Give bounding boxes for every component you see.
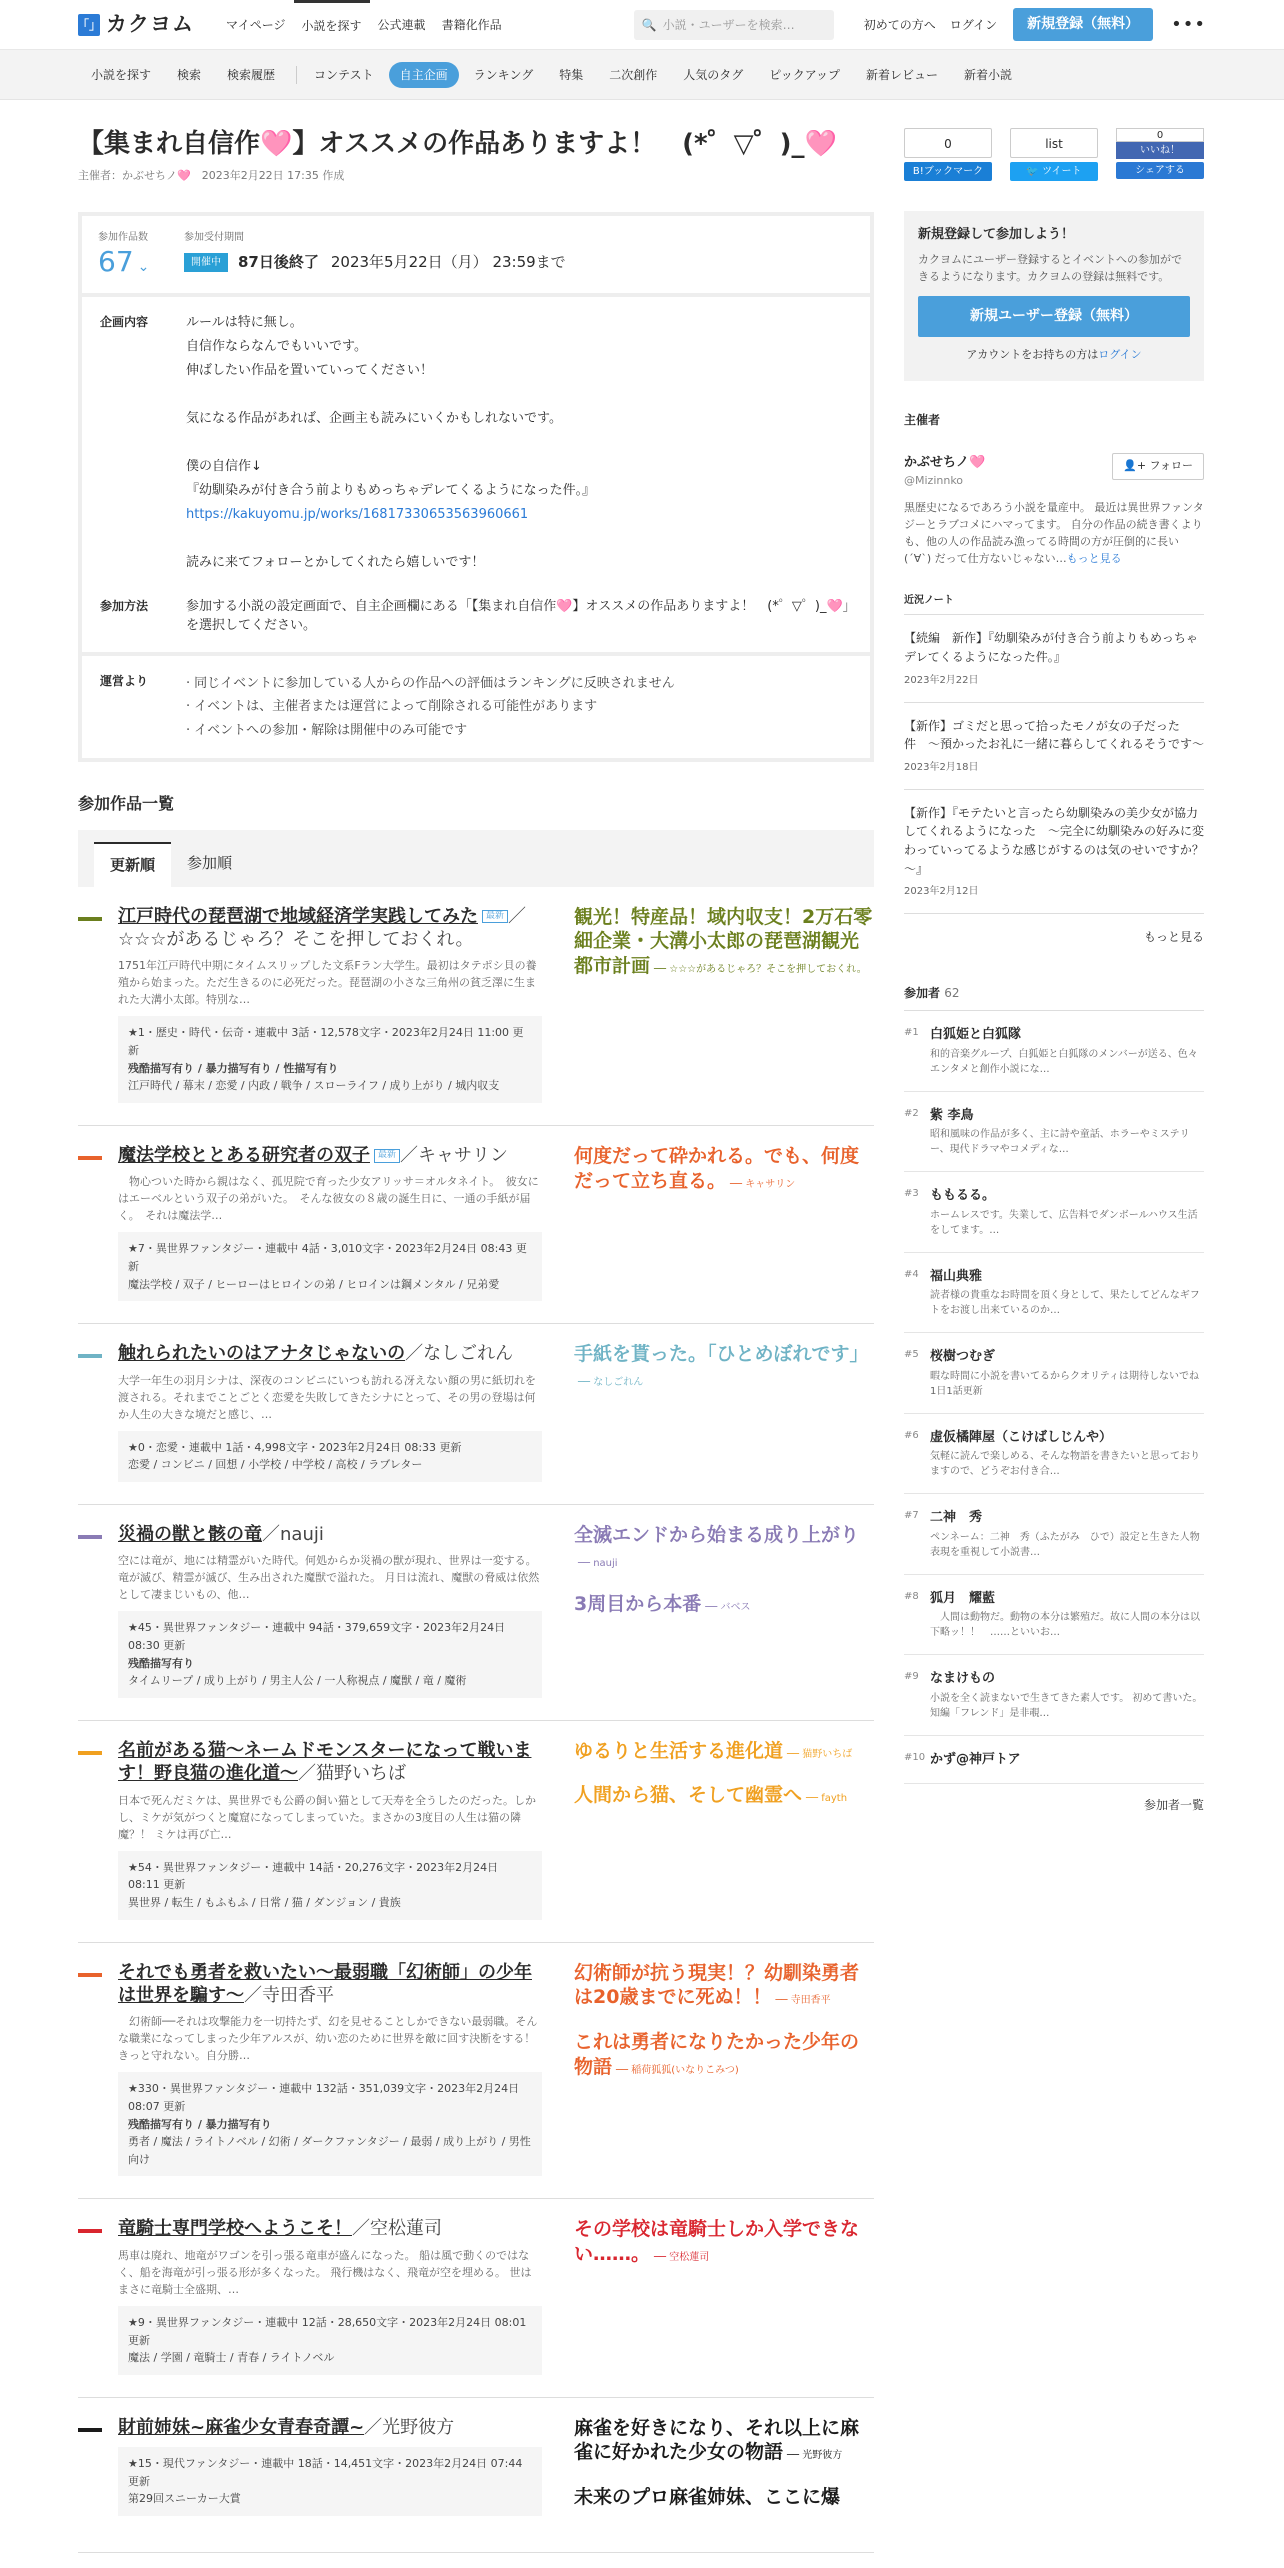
work-title-link[interactable]: 触れられたいのはアナタじゃないの — [118, 1343, 406, 1365]
content-warnings: 残酷描写有り — [128, 1656, 194, 1670]
genre-color-bar — [78, 1751, 102, 1755]
status-badge: 開催中 — [184, 253, 228, 272]
period-label: 参加受付期間 — [184, 232, 244, 244]
work-tags[interactable]: 魔法 / 学園 / 竜騎士 / 青春 / ライトノベル — [128, 2351, 335, 2365]
subnav-features[interactable]: 特集 — [559, 67, 584, 82]
main-content — [78, 128, 874, 2553]
bio-more-link[interactable]: もっと見る — [1066, 552, 1122, 566]
work-title-link[interactable]: 江戸時代の琵琶湖で地域経済学実践してみた — [118, 905, 478, 927]
subnav-tags[interactable]: 人気のタグ — [683, 67, 744, 82]
nav-find-novels[interactable]: 小説を探す — [294, 0, 370, 50]
participant-item[interactable]: #1 白狐姫と白狐隊 和的音楽グループ、白狐姫と白狐隊のメンバーが送る、色々エンタメと創作小説にな… — [904, 1011, 1204, 1092]
work-count[interactable]: 67 ⌄ — [98, 245, 150, 279]
user-plus-icon: 👤+ — [1123, 459, 1147, 473]
subnav-find[interactable]: 小説を探す — [91, 67, 152, 82]
genre-color-bar — [78, 1973, 102, 1977]
work-description: 日本で死んだミケは、異世界でも公爵の飼い猫として天寿を全うしたのだった。しかし、ミケが気がつくと魔窟になってしまっていた。まさかの3度目の人生は猫の隣魔？！ ミケは再び亡… — [118, 1793, 536, 1841]
nav-official[interactable]: 公式連載 — [377, 17, 426, 32]
work-info: ★1・歴史・時代・伝奇・連載中 3話・12,578文字・2023年2月24日 11:00 更新 残酷描写有り / 暴力描写有り / 性描写有り 江戸時代 / 幕末 / 恋愛 / 内政 / 戦争 / スローライフ / 成り上がり / 城内収支 — [118, 1016, 542, 1102]
participant-item[interactable]: #6 虚仮橘陣屋（こけばしじんや） 気軽に読んで楽しめる、そんな物語を書きたいと思っておりますので、どうぞお付き合… — [904, 1414, 1204, 1495]
catchphrase[interactable]: 麻雀を好きになり、それ以上に麻雀に好かれた少女の物語 ── 光野彼方 — [574, 2416, 860, 2464]
catchphrase[interactable]: 幻術師が抗う現実！？幼馴染勇者は20歳までに死ぬ！！ ── 寺田香平 — [574, 1961, 860, 2009]
signup-box-body: カクヨムにユーザー登録するとイベントへの参加ができるようになります。カクヨムの登録は無料です。 — [918, 252, 1182, 284]
hatena-button[interactable]: B!ブックマーク — [904, 162, 992, 181]
host-name[interactable]: かぶせちノ🩷 — [904, 455, 986, 471]
participant-item[interactable]: #10 かず@神戸トア — [904, 1736, 1204, 1785]
register-button[interactable]: 新規ユーザー登録（無料） — [918, 296, 1190, 337]
catchphrase[interactable]: 人間から猫、そして幽霊へ ── fayth — [574, 1784, 848, 1807]
tweet-button[interactable]: 🐦 ツイート — [1010, 162, 1098, 181]
new-badge: 最新 — [482, 910, 508, 924]
sort-tabs — [78, 830, 874, 887]
work-author[interactable]: ／猫野いちば — [298, 1763, 406, 1785]
sub-nav — [0, 50, 1284, 100]
subnav-history[interactable]: 検索履歴 — [227, 67, 276, 82]
work-title-link[interactable]: 名前がある猫〜ネームドモンスターになって戦います！野良猫の進化道〜 — [118, 1739, 532, 1785]
work-tags[interactable]: 勇者 / 魔法 / ライトノベル / 幻術 / ダークファンタジー / 最弱 / 成り上がり / 男性向け — [128, 2135, 531, 2166]
genre-color-bar — [78, 1354, 102, 1358]
work-tags[interactable]: 異世界 / 転生 / もふもふ / 日常 / 猫 / ダンジョン / 貴族 — [128, 1895, 401, 1909]
catchphrase[interactable]: ゆるりと生活する進化道 ── 猫野いちば — [574, 1739, 853, 1762]
participant-item[interactable]: #5 桜樹つむぎ 暇な時間に小説を書いてるからクオリティは期待しないでね 1日1話更新 — [904, 1333, 1204, 1414]
note-item[interactable]: 【新作】『モテたいと言ったら幼馴染みの美少女が協力してくれるようになった ～完全に幼馴染みの好みに変わっていってるような感じがするのは気のせいですか？～』 2023年2月12日 — [904, 790, 1204, 914]
subnav-fanfic[interactable]: 二次創作 — [609, 67, 658, 82]
participant-item[interactable]: #3 ももるる。 ホームレスです。失業して、広告料でダンボールハウス生活をしてます。… — [904, 1172, 1204, 1253]
work-info: ★54・異世界ファンタジー・連載中 14話・20,276文字・2023年2月24日 08:11 更新 異世界 / 転生 / もふもふ / 日常 / 猫 / ダンジョン / 貴族 — [118, 1851, 542, 1920]
participants-heading: 参加者 62 — [904, 984, 1204, 1011]
fb-count: 0 — [1116, 128, 1204, 142]
new-badge: 最新 — [374, 1149, 400, 1163]
work-info: ★0・恋愛・連載中 1話・4,998文字・2023年2月24日 08:33 更新 恋愛 / コンビニ / 回想 / 小学校 / 中学校 / 高校 / ラブレター — [118, 1431, 542, 1482]
content-label: 企画内容 — [100, 314, 149, 329]
catchphrase[interactable]: 何度だって砕かれる。でも、何度だって立ち直る。 ── キャサリン — [574, 1144, 860, 1192]
subnav-reviews[interactable]: 新着レビュー — [865, 67, 938, 82]
method-body: 参加する小説の設定画面で、自主企画欄にある「【集まれ自信作🩷】オススメの作品ありますよ！ (*゜▽゜)_🩷」を選択してください。 — [186, 598, 850, 634]
work-description: 幻術師──それは攻撃能力を一切持たず、幻を見せることしかできない最弱職。そんな職業になってしまった少年アルスが、幼い恋のために世界を敵に回す決断をする！ きっと守れない。自分勝… — [118, 2015, 547, 2063]
catchphrase[interactable]: 手紙を貰った。「ひとめぼれです」── なしごれん — [574, 1343, 869, 1388]
top-header — [0, 0, 1284, 50]
work-info: ★15・現代ファンタジー・連載中 18話・14,451文字・2023年2月24日 07:44 更新 第29回スニーカー大賞 — [118, 2447, 542, 2516]
chevron-down-icon: ⌄ — [137, 259, 150, 276]
search-input[interactable] — [634, 10, 834, 40]
end-date: 2023年5月22日（月） 23:59まで — [330, 253, 566, 272]
content-warnings: 残酷描写有り / 暴力描写有り — [128, 2117, 272, 2131]
host-card — [904, 453, 1204, 489]
fb-share-button[interactable]: シェアする — [1116, 162, 1204, 179]
login-link[interactable]: ログイン — [949, 17, 998, 32]
event-title: 【集まれ自信作🩷】オススメの作品ありますよ！ (*゜▽゜)_🩷 — [78, 129, 837, 159]
participants-more-link[interactable]: 参加者一覧 — [1143, 1798, 1204, 1813]
work-description: 物心ついた時から親はなく、孤児院で育った少女アリッサ＝オルタネイト。 彼女にはエーベルという双子の弟がいた。 そんな彼女の８歳の誕生日に、一通の手紙が届く。 それは魔法学… — [118, 1175, 539, 1223]
catchphrase[interactable]: 全滅エンドから始まる成り上がり── nauji — [574, 1523, 860, 1569]
remaining-days: 87日後終了 — [238, 253, 319, 272]
participant-item[interactable]: #7 二神 秀 ペンネーム：二神 秀（ふたがみ ひで）設定と生きた人物表現を重視して小説書… — [904, 1494, 1204, 1575]
work-author[interactable]: ／寺田香平 — [244, 1984, 334, 2006]
work-author[interactable]: ／光野彼方 — [364, 2416, 455, 2438]
work-item — [78, 1943, 874, 2200]
work-author[interactable]: ／空松蓮司 — [352, 2218, 442, 2240]
logo-text: カクヨム — [106, 11, 194, 36]
note-item[interactable]: 【新作】ゴミだと思って拾ったモノが女の子だった件 〜預かったお礼に一緒に暮らしてくれるそうです〜 2023年2月18日 — [904, 703, 1204, 790]
catchphrase[interactable]: 3周目から本番 ── バベス — [574, 1593, 751, 1616]
work-author[interactable]: ／nauji — [262, 1523, 324, 1545]
participant-item[interactable]: #4 福山典雅 読者様の貴重なお時間を頂く身として、果たしてどんなギフトをお渡し出来ているのか… — [904, 1253, 1204, 1334]
work-tags[interactable]: 第29回スニーカー大賞 — [128, 2492, 241, 2506]
share-buttons — [904, 128, 1204, 181]
work-tags[interactable]: 魔法学校 / 双子 / ヒーローはヒロインの弟 / ヒロインは鋼メンタル / 兄弟愛 — [128, 1277, 500, 1291]
tab-joined[interactable]: 参加順 — [187, 854, 233, 873]
catchphrase[interactable]: これは勇者になりたかった少年の物語 ── 稲荷狐狐(いなりこみつ) — [574, 2030, 860, 2078]
work-author[interactable]: ／キャサリン — [400, 1144, 509, 1166]
rules-list: · 同じイベントに参加している人からの作品への評価はランキングに反映されません · イベントは、主催者または運営によって削除される可能性があります · イベントへの参加・解除は開催中のみ可能です — [186, 672, 675, 742]
guide-link[interactable]: 初めての方へ — [863, 17, 936, 32]
tab-updated[interactable]: 更新順 — [94, 842, 171, 887]
work-item — [78, 887, 874, 1126]
work-info: ★7・異世界ファンタジー・連載中 4話・3,010文字・2023年2月24日 08:43 更新 魔法学校 / 双子 / ヒーローはヒロインの弟 / ヒロインは鋼メンタル / 兄弟愛 — [118, 1232, 542, 1301]
work-tags[interactable]: タイムリープ / 成り上がり / 男主人公 / 一人称視点 / 魔獣 / 竜 / 魔術 — [128, 1674, 467, 1688]
work-info: ★9・異世界ファンタジー・連載中 12話・28,650文字・2023年2月24日 08:01 更新 魔法 / 学園 / 竜騎士 / 青春 / ライトノベル — [118, 2306, 542, 2375]
participant-item[interactable]: #9 なまけもの 小説を全く読まないで生きてきた素人です。 初めて書いた。知編「フレンド」是非覗… — [904, 1655, 1204, 1736]
work-item — [78, 1505, 874, 1721]
subnav-new-novels[interactable]: 新着小説 — [963, 67, 1012, 82]
works-heading: 参加作品一覧 — [78, 794, 175, 814]
work-description: 1751年江戸時代中期にタイムスリップした文系Fラン大学生。最初はタテポシ貝の養殖から始まった。ただ生きるのに必死だった。琵琶湖の小さな三角州の貧乏澤に生まれた大溝小太郎。特別な… — [118, 959, 537, 1007]
method-label: 参加方法 — [100, 598, 149, 613]
fb-like-button[interactable]: いいね！ — [1116, 142, 1204, 159]
nav-books[interactable]: 書籍化作品 — [441, 17, 502, 32]
work-title-link[interactable]: 竜騎士専門学校へようこそ！ — [118, 2218, 352, 2240]
work-item — [78, 2199, 874, 2397]
catchphrase[interactable]: 未来のプロ麻雀姉妹、ここに爆 — [574, 2486, 841, 2509]
rules-label: 運営より — [100, 673, 149, 688]
content-body: ルールは特に無し。 自信作ならなんでもいいです。 伸ばしたい作品を置いていってください！ 気になる作品があれば、企画主も読みにいくかもしれないです。 僕の自信作↓ 『幼馴染みが付き合う前よりもめっちゃデレてくるようになった件。』 https://kakuyomu.jp/works/16817330653563960661 読みに来てフォローとかしてくれたら嬉しいです！ — [186, 314, 596, 570]
work-tags[interactable]: 江戸時代 / 幕末 / 恋愛 / 内政 / 戦争 / スローライフ / 成り上がり / 城内収支 — [128, 1079, 500, 1093]
work-description: 大学一年生の羽月シナは、深夜のコンビニにいつも訪れる冴えない顔の男に紙切れを渡される。それまでことごとく恋愛を失敗してきたシナにとって、その男の登場は何か人生の大きな境だと感じ、… — [118, 1373, 536, 1421]
subnav-contest[interactable]: コンテスト — [314, 67, 374, 82]
notes-heading: 近況ノート — [904, 593, 1204, 615]
participant-item[interactable]: #2 紫 李鳥 昭和風味の作品が多く、主に詩や童話、ホラーやミステリー、現代ドラマやコメディな… — [904, 1092, 1204, 1173]
signup-button[interactable]: 新規登録（無料） — [1013, 8, 1153, 41]
work-author[interactable]: ／なしごれん — [405, 1343, 514, 1365]
sidebar — [904, 128, 1204, 2553]
subnav-search[interactable]: 検索 — [177, 67, 202, 82]
search-icon: 🔍 — [641, 17, 657, 32]
notes-list — [904, 615, 1204, 914]
genre-color-bar — [78, 2229, 102, 2233]
search-placeholder: 小説・ユーザーを検索… — [662, 17, 795, 32]
list-button[interactable]: list — [1010, 128, 1098, 158]
subnav-events[interactable]: 自主企画 — [389, 62, 459, 88]
count-label: 参加作品数 — [98, 232, 148, 244]
more-menu-icon[interactable]: ••• — [1171, 14, 1206, 35]
genre-color-bar — [78, 917, 102, 921]
logo-mark: 「」 — [78, 14, 100, 36]
work-title-link[interactable]: 魔法学校ととある研究者の双子 — [118, 1144, 370, 1166]
login-prompt: アカウントをお持ちの方は — [966, 347, 1099, 361]
signup-box-title: 新規登録して参加しよう！ — [918, 227, 1075, 242]
work-title-link[interactable]: 財前姉妹~麻雀少女青春奇譚~ — [118, 2416, 365, 2438]
subnav-ranking[interactable]: ランキング — [473, 67, 534, 82]
sidebar-login-link[interactable]: ログイン — [1098, 347, 1142, 361]
work-author[interactable]: ／☆☆☆があるじゃろ？そこを押しておくれ。 — [118, 905, 527, 950]
subnav-pickup[interactable]: ピックアップ — [769, 67, 840, 82]
site-logo[interactable] — [78, 9, 194, 41]
event-meta: 主催者：かぶせちノ🩷 2023年2月22日 17:35 作成 — [78, 168, 345, 182]
event-details — [78, 212, 874, 762]
participants-list — [904, 1011, 1204, 1784]
nav-mypage[interactable]: マイページ — [226, 17, 286, 32]
subnav-divider — [296, 66, 297, 84]
host-bio: 黒歴史になるであろう小説を量産中。 最近は異世界ファンタジーとラブコメにハマってます。 自分の作品の続き書くよりも、他の人の作品読み漁ってる時間の方が圧倒的に長い(´∀`) だって仕方ないじゃない…もっと見る — [904, 501, 1204, 566]
host-id: @Mizinnko — [904, 473, 964, 487]
follow-button[interactable]: 👤+ フォロー — [1112, 453, 1204, 480]
note-item[interactable]: 【続編 新作】『幼馴染みが付き合う前よりもめっちゃデレてくるようになった件。』 2023年2月22日 — [904, 615, 1204, 702]
genre-color-bar — [78, 2428, 102, 2432]
work-item — [78, 1126, 874, 1324]
genre-color-bar — [78, 1156, 102, 1160]
genre-color-bar — [78, 1535, 102, 1539]
work-link[interactable]: https://kakuyomu.jp/works/16817330653563960661 — [186, 506, 529, 522]
work-tags[interactable]: 恋愛 / コンビニ / 回想 / 小学校 / 中学校 / 高校 / ラブレター — [128, 1458, 423, 1472]
work-item — [78, 1324, 874, 1505]
twitter-icon: 🐦 — [1026, 166, 1039, 177]
notes-more-link[interactable]: もっと見る — [1143, 930, 1204, 945]
work-info: ★330・異世界ファンタジー・連載中 132話・351,039文字・2023年2月24日 08:07 更新 残酷描写有り / 暴力描写有り 勇者 / 魔法 / ライトノベル / 幻術 / ダークファンタジー / 最弱 / 成り上がり / 男性向け — [118, 2072, 542, 2176]
signup-box — [904, 211, 1204, 381]
works-list — [78, 887, 874, 2553]
work-item — [78, 1721, 874, 1943]
work-info: ★45・異世界ファンタジー・連載中 94話・379,659文字・2023年2月24日 08:30 更新 残酷描写有り タイムリープ / 成り上がり / 男主人公 / 一人称視点 / 魔獣 / 竜 / 魔術 — [118, 1611, 542, 1697]
content-warnings: 残酷描写有り / 暴力描写有り / 性描写有り — [128, 1061, 339, 1075]
work-description: 馬車は廃れ、地竜がワゴンを引っ張る竜車が盛んになった。 船は風で動くのではなく、船を海竜が引っ張る形が多くなった。 飛行機はなく、飛竜が空を埋める。 世はまさに竜騎士全盛期、… — [118, 2248, 532, 2296]
hatena-count: 0 — [904, 128, 992, 158]
work-item — [78, 2398, 874, 2553]
work-description: 空には竜が、地には精霊がいた時代。何処からか災禍の獣が現れ、世界は一変する。竜が滅び、精霊が滅び、生み出された魔獣で溢れた。 月日は流れ、魔獣の脅威は依然として凄まじいもの、他… — [118, 1554, 540, 1602]
catchphrase[interactable]: その学校は竜騎士しか入学できない……。 ── 空松蓮司 — [574, 2218, 860, 2266]
catchphrase[interactable]: 観光！特産品！域内収支！2万石零細企業・大溝小太郎の琵琶湖観光都市計画 ── ☆☆☆があるじゃろ？そこを押しておくれ。 — [574, 905, 873, 977]
work-title-link[interactable]: それでも勇者を救いたい～最弱職「幻術師」の少年は世界を騙す～ — [118, 1961, 532, 2006]
participant-item[interactable]: #8 狐月 耀藍 人間は動物だ。動物の本分は繁殖だ。故に人間の本分は以下略ッ！！ ……といいお… — [904, 1575, 1204, 1656]
host-heading: 主催者 — [904, 413, 941, 428]
work-title-link[interactable]: 災禍の獣と骸の竜 — [118, 1523, 262, 1545]
top-nav — [218, 0, 510, 50]
